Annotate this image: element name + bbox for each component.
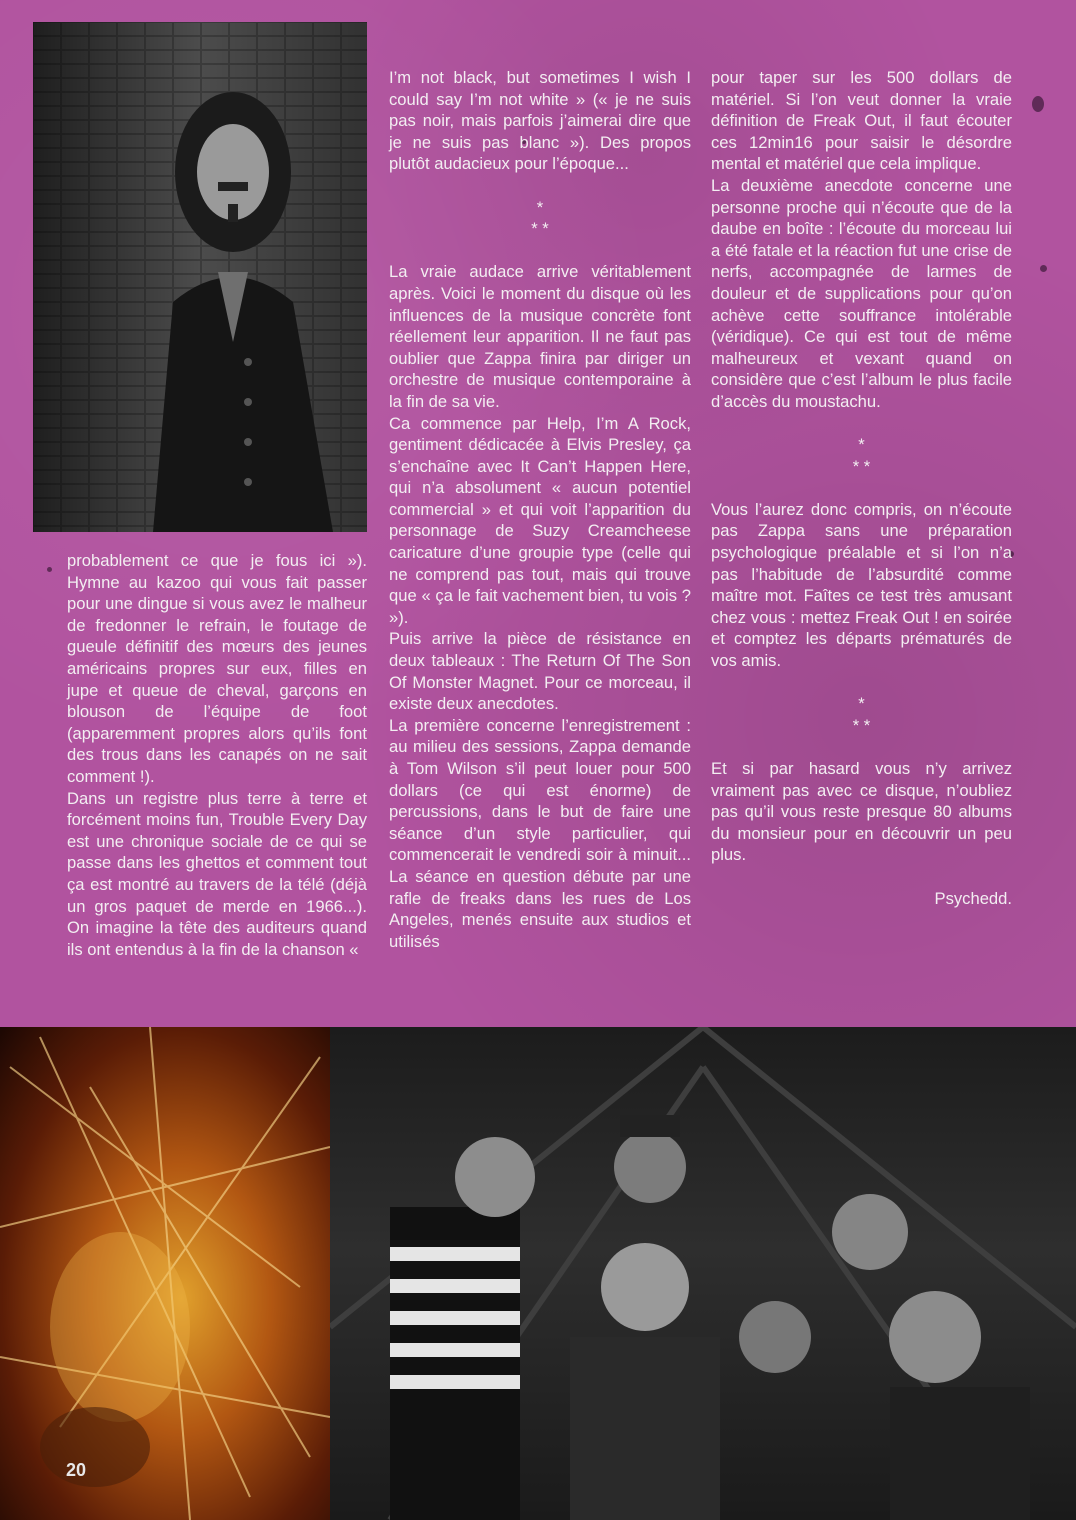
band-group-photo [330, 1027, 1076, 1520]
ink-speck [1040, 265, 1047, 272]
paragraph: pour taper sur les 500 dollars de matériel. Si l’on veut donner la vraie définition de Freak Out, il faut écouter ces 12min16 pour saisir le désordre mental et matériel que cela implique. [711, 68, 1012, 174]
section-separator: * * [531, 219, 549, 239]
paragraph: Dans un registre plus terre à terre et forcément moins fun, Trouble Every Day est une chronique sociale de ce qui se passe dans les ghettos et comment tout ça est montré au travers de la télé (déjà un gros paquet de merde en 1966...). On imagine la tête des auditeurs quand ils ont entendus à la fin de la chanson « [67, 788, 367, 959]
section-separator: * [858, 694, 865, 714]
page-number: 20 [66, 1460, 87, 1480]
section-separator: * * [852, 715, 871, 735]
section-separator: * * [852, 456, 871, 476]
paragraph: probablement ce que je fous ici »). Hymne au kazoo qui vous fait passer pour une dingue si vous avez le malheur de fredonner le refrain, le foutage de gueule définitif des mœurs des jeunes américains propres sur eux, filles en jupe et queue de cheval, garçons en blouson de l’équipe de foot (apparemment propres alors qu’ils font des trous dans les canapés on ne sait comment !). [67, 551, 367, 786]
paragraph: Et si par hasard vous n’y arrivez vraiment pas avec ce disque, n’oubliez pas qu’il vous reste presque 80 albums du monsieur pour en découvrir un peu plus. [711, 759, 1012, 865]
text-column-left [67, 550, 367, 960]
paragraph: La vraie audace arrive véritablement après. Voici le moment du disque où les influences de la musique concrète font réellement leur apparition. Il ne faut pas oublier que Zappa finira par diriger un orchestre de musique contemporaine à la fin de sa vie. [389, 262, 691, 411]
portrait-illustration [33, 22, 367, 532]
section-separator: * [858, 435, 865, 455]
paragraph: Ca commence par Help, I’m A Rock, gentiment dédicacée à Elvis Presley, ça s’enchaîne avec It Can’t Happen Here, qui n’a absolument « aucun potentiel commercial » et qui voit l’apparition du personnage de Suzy Creamcheese caricature d’une groupie type (celle qui ne comprend pas tout, mais qui trouve que « ça le fait vachement bien, tu vois ? »). [389, 413, 691, 627]
portrait-photo [33, 22, 367, 532]
text-column-right [711, 67, 1012, 909]
paragraph: Vous l’aurez donc compris, on n’écoute pas Zappa sans une préparation psychologique préalable et si l’on n’a pas l’habitude de l’absurdité comme maître mot. Faîtes ce test très amusant chez vous : mettez Freak Out ! en soirée et comptez les départs prématurés de vos amis. [711, 499, 1012, 671]
concert-illustration [0, 1027, 330, 1520]
section-separator: * [536, 197, 544, 217]
ink-speck [47, 567, 52, 572]
ink-speck [1032, 96, 1044, 112]
paragraph: La première concerne l’enregistrement : au milieu des sessions, Zappa demande à Tom Wilson s’il peut louer pour 500 dollars (ce qui est énorme) de percussions, dans le but de faire une séance d’un style particulier, qui commencerait le vendredi soir à minuit... La séance en question débute par une rafle de freaks dans les rues de Los Angeles, menés ensuite aux studios et utilisés [389, 715, 691, 951]
paragraph: La deuxième anecdote concerne une personne proche qui n’écoute que de la daube en boîte : l’écoute du morceau lui a été fatale et la réaction fut une crise de nerfs, accompagnée de larmes de douleur et de supplications pour qu’on achève cette souffrance intolérable (véridique). Ce qui est tout de même malheureux et vexant quand on considère que c’est l’album le plus facile d’accès du moustachu. [711, 175, 1012, 411]
concert-photo [0, 1027, 330, 1520]
paragraph: I’m not black, but sometimes I wish I could say I’m not white » (« je ne suis pas noir, mais parfois j’aimerai dire que je ne suis pas blanc »). Des propos plutôt audacieux pour l’époque... [389, 68, 691, 174]
paragraph: Puis arrive la pièce de résistance en deux tableaux : The Return Of The Son Of Monster Magnet. Pour ce morceau, il existe deux anecdotes. [389, 629, 691, 714]
author-signature: Psychedd. [934, 888, 1012, 908]
band-illustration [330, 1027, 1076, 1520]
text-column-middle [389, 67, 691, 952]
